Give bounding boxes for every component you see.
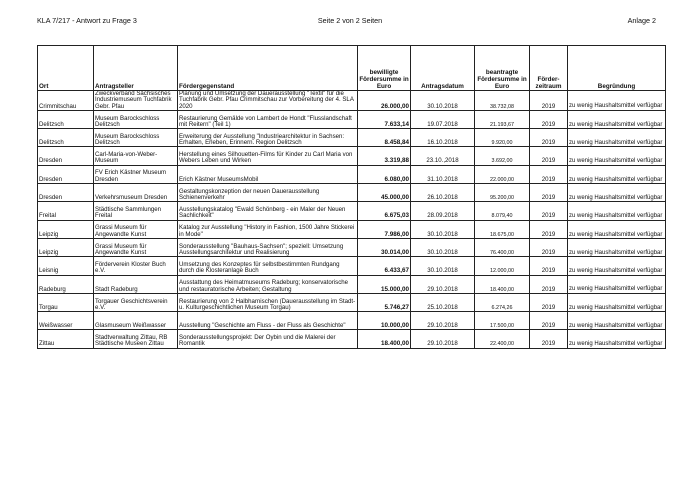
cell-foerdergegenstand: Restaurierung von 2 Halbharnischen (Dauerausstellung im Stadt- u. Kulturgeschichtlichen Museum Torgau) xyxy=(178,293,358,311)
cell-begruendung: zu wenig Haushaltsmittel verfügbar xyxy=(568,147,666,165)
cell-foerderzeitraum: 2019 xyxy=(530,312,568,330)
cell-beantragt: 76.400,00 xyxy=(475,238,530,256)
cell-ort: Weißwasser xyxy=(38,312,94,330)
table-row xyxy=(38,184,666,202)
cell-bewilligt: 26.000,00 xyxy=(358,91,411,111)
cell-begruendung: zu wenig Haushaltsmittel verfügbar xyxy=(568,165,666,183)
cell-bewilligt: 6.433,67 xyxy=(358,257,411,275)
cell-ort: Crimmitschau xyxy=(38,91,94,111)
table-row xyxy=(38,202,666,220)
cell-foerderzeitraum: 2019 xyxy=(530,202,568,220)
cell-begruendung: zu wenig Haushaltsmittel verfügbar xyxy=(568,129,666,147)
cell-begruendung: zu wenig Haushaltsmittel verfügbar xyxy=(568,202,666,220)
cell-bewilligt: 10.000,00 xyxy=(358,312,411,330)
cell-bewilligt: 30.014,00 xyxy=(358,238,411,256)
cell-antragsdatum: 29.10.2018 xyxy=(411,312,475,330)
cell-antragsdatum: 30.10.2018 xyxy=(411,238,475,256)
cell-begruendung: zu wenig Haushaltsmittel verfügbar xyxy=(568,238,666,256)
cell-bewilligt: 45.000,00 xyxy=(358,184,411,202)
table-row xyxy=(38,312,666,330)
cell-bewilligt: 6.675,03 xyxy=(358,202,411,220)
cell-antragsteller: Förderverein Kloster Buch e.V. xyxy=(94,257,178,275)
cell-antragsdatum: 31.10.2018 xyxy=(411,165,475,183)
column-header-bewilligt: bewilligte Fördersumme in Euro xyxy=(358,46,411,91)
cell-ort: Leipzig xyxy=(38,238,94,256)
cell-beantragt: 18.400,00 xyxy=(475,275,530,293)
cell-antragsdatum: 30.10.2018 xyxy=(411,91,475,111)
cell-beantragt: 22.000,00 xyxy=(475,165,530,183)
cell-beantragt: 38.732,08 xyxy=(475,91,530,111)
column-header-ort: Ort xyxy=(38,46,94,91)
cell-beantragt: 3.692,00 xyxy=(475,147,530,165)
table-row xyxy=(38,293,666,311)
cell-beantragt: 18.675,00 xyxy=(475,220,530,238)
cell-foerdergegenstand: Restaurierung Gemälde von Lambert de Hondt "Flusslandschaft mit Reitern" (Teil 1) xyxy=(178,110,358,128)
cell-antragsdatum: 26.10.2018 xyxy=(411,184,475,202)
cell-ort: Zittau xyxy=(38,330,94,348)
column-header-foerderzeitraum: Förder-zeitraum xyxy=(530,46,568,91)
cell-beantragt: 8.079,40 xyxy=(475,202,530,220)
cell-antragsteller: Museum Barockschloss Delitzsch xyxy=(94,110,178,128)
cell-begruendung: zu wenig Haushaltsmittel verfügbar xyxy=(568,110,666,128)
cell-antragsteller: Städtische Sammlungen Freital xyxy=(94,202,178,220)
cell-begruendung: zu wenig Haushaltsmittel verfügbar xyxy=(568,220,666,238)
cell-ort: Delitzsch xyxy=(38,129,94,147)
cell-foerderzeitraum: 2019 xyxy=(530,184,568,202)
cell-begruendung: zu wenig Haushaltsmittel verfügbar xyxy=(568,293,666,311)
cell-foerderzeitraum: 2019 xyxy=(530,91,568,111)
cell-begruendung: zu wenig Haushaltsmittel verfügbar xyxy=(568,275,666,293)
cell-begruendung: zu wenig Haushaltsmittel verfügbar xyxy=(568,257,666,275)
cell-antragsteller: Museum Barockschloss Delitzsch xyxy=(94,129,178,147)
table-header-row xyxy=(38,46,666,91)
cell-antragsdatum: 23.10.,2018 xyxy=(411,147,475,165)
cell-bewilligt: 8.458,84 xyxy=(358,129,411,147)
cell-begruendung: zu wenig Haushaltsmittel verfügbar xyxy=(568,312,666,330)
cell-foerderzeitraum: 2019 xyxy=(530,238,568,256)
cell-foerderzeitraum: 2019 xyxy=(530,293,568,311)
cell-ort: Leisnig xyxy=(38,257,94,275)
cell-foerderzeitraum: 2019 xyxy=(530,147,568,165)
cell-antragsteller: Zweckverband Sächsisches Industriemuseum Tuchfabrik Gebr. Pfau xyxy=(94,91,178,111)
cell-foerdergegenstand: Ausstattung des Heimatmuseums Radeburg; konservatorische und restauratorische Arbeiten; Gestaltung xyxy=(178,275,358,293)
table-row xyxy=(38,91,666,111)
cell-beantragt: 6.274,26 xyxy=(475,293,530,311)
cell-antragsdatum: 30.10.2018 xyxy=(411,257,475,275)
table-row xyxy=(38,257,666,275)
cell-antragsteller: Glasmuseum Weißwasser xyxy=(94,312,178,330)
page-number: Seite 2 von 2 Seiten xyxy=(317,16,383,25)
cell-ort: Dresden xyxy=(38,147,94,165)
cell-beantragt: 12.000,00 xyxy=(475,257,530,275)
cell-foerdergegenstand: Umsetzung des Konzeptes für selbstbestimmten Rundgang durch die Klosteranlage Buch xyxy=(178,257,358,275)
cell-foerdergegenstand: Katalog zur Ausstellung "History in Fashion, 1500 Jahre Stickerei in Mode" xyxy=(178,220,358,238)
cell-foerdergegenstand: Ausstellungskatalog "Ewald Schönberg - ein Maler der Neuen Sachlichkeit" xyxy=(178,202,358,220)
column-header-foerdergegenstand: Fördergegenstand xyxy=(178,46,358,91)
cell-foerdergegenstand: Gestaltungskonzeption der neuen Dauerausstellung Schienenverkehr xyxy=(178,184,358,202)
cell-foerderzeitraum: 2019 xyxy=(530,257,568,275)
cell-foerderzeitraum: 2019 xyxy=(530,220,568,238)
cell-foerdergegenstand: Ausstellung "Geschichte am Fluss - der Fluss als Geschichte" xyxy=(178,312,358,330)
cell-foerdergegenstand: Planung und Umsetzung der Dauerausstellung "Textil" für die Tuchfabrik Gebr. Pfau Crimmitschau zur Vorbereitung der 4. SLA 2020 xyxy=(178,91,358,111)
cell-bewilligt: 3.319,88 xyxy=(358,147,411,165)
cell-antragsteller: Stadtverwaltung Zittau, RB Städtische Museen Zittau xyxy=(94,330,178,348)
cell-antragsdatum: 29.10.2018 xyxy=(411,275,475,293)
cell-ort: Torgau xyxy=(38,293,94,311)
table-row xyxy=(38,220,666,238)
cell-foerdergegenstand: Erweiterung der Ausstellung "Industriearchitektur in Sachsen: Erhalten, Erleben, Erinnern. Region Delitzsch xyxy=(178,129,358,147)
cell-antragsdatum: 19.07.2018 xyxy=(411,110,475,128)
cell-ort: Dresden xyxy=(38,184,94,202)
column-header-begruendung: Begründung xyxy=(568,46,666,91)
document-reference: KLA 7/217 - Antwort zu Frage 3 xyxy=(37,16,137,25)
cell-antragsteller: Verkehrsmuseum Dresden xyxy=(94,184,178,202)
cell-bewilligt: 6.080,00 xyxy=(358,165,411,183)
cell-antragsdatum: 29.10.2018 xyxy=(411,330,475,348)
cell-antragsteller: Grassi Museum für Angewandte Kunst xyxy=(94,220,178,238)
cell-bewilligt: 15.000,00 xyxy=(358,275,411,293)
table-row xyxy=(38,330,666,348)
table-row xyxy=(38,275,666,293)
table-row xyxy=(38,147,666,165)
cell-foerderzeitraum: 2019 xyxy=(530,129,568,147)
cell-begruendung: zu wenig Haushaltsmittel verfügbar xyxy=(568,330,666,348)
cell-antragsdatum: 28.09.2018 xyxy=(411,202,475,220)
cell-foerdergegenstand: Erich Kästner MuseumsMobil xyxy=(178,165,358,183)
cell-ort: Freital xyxy=(38,202,94,220)
cell-ort: Dresden xyxy=(38,165,94,183)
cell-beantragt: 22.400,00 xyxy=(475,330,530,348)
column-header-antragsdatum: Antragsdatum xyxy=(411,46,475,91)
cell-foerdergegenstand: Sonderausstellung "Bauhaus-Sachsen"; speziell: Umsetzung Ausstellungsarchitektur und Realisierung xyxy=(178,238,358,256)
table-row xyxy=(38,238,666,256)
table-body xyxy=(38,91,666,349)
cell-antragsteller: FV Erich Kästner Museum Dresden xyxy=(94,165,178,183)
cell-ort: Radeburg xyxy=(38,275,94,293)
cell-beantragt: 9.920,00 xyxy=(475,129,530,147)
cell-bewilligt: 7.633,14 xyxy=(358,110,411,128)
cell-antragsteller: Torgauer Geschichtsverein e.V. xyxy=(94,293,178,311)
table-row xyxy=(38,129,666,147)
cell-ort: Delitzsch xyxy=(38,110,94,128)
cell-antragsteller: Stadt Radeburg xyxy=(94,275,178,293)
cell-antragsteller: Carl-Maria-von-Weber-Museum xyxy=(94,147,178,165)
cell-begruendung: zu wenig Haushaltsmittel verfügbar xyxy=(568,91,666,111)
attachment-label: Anlage 2 xyxy=(627,16,656,25)
cell-beantragt: 17.500,00 xyxy=(475,312,530,330)
cell-foerdergegenstand: Sonderausstellungsprojekt: Der Oybin und die Malerei der Romantik xyxy=(178,330,358,348)
table-row xyxy=(38,110,666,128)
cell-begruendung: zu wenig Haushaltsmittel verfügbar xyxy=(568,184,666,202)
funding-table xyxy=(37,45,666,349)
cell-foerderzeitraum: 2019 xyxy=(530,110,568,128)
cell-antragsdatum: 30.10.2018 xyxy=(411,220,475,238)
cell-foerderzeitraum: 2019 xyxy=(530,165,568,183)
cell-antragsdatum: 16.10.2018 xyxy=(411,129,475,147)
cell-bewilligt: 5.746,27 xyxy=(358,293,411,311)
cell-beantragt: 95.200,00 xyxy=(475,184,530,202)
table-row xyxy=(38,165,666,183)
cell-foerderzeitraum: 2019 xyxy=(530,330,568,348)
cell-bewilligt: 18.400,00 xyxy=(358,330,411,348)
column-header-beantragt: beantragte Fördersumme in Euro xyxy=(475,46,530,91)
cell-bewilligt: 7.986,00 xyxy=(358,220,411,238)
cell-antragsteller: Grassi Museum für Angewandte Kunst xyxy=(94,238,178,256)
cell-antragsdatum: 25.10.2018 xyxy=(411,293,475,311)
cell-foerdergegenstand: Herstellung eines Silhouetten-Films für Kinder zu Carl Maria von Webers Leben und Wirken xyxy=(178,147,358,165)
column-header-antragsteller: Antragsteller xyxy=(94,46,178,91)
cell-ort: Leipzig xyxy=(38,220,94,238)
cell-foerderzeitraum: 2019 xyxy=(530,275,568,293)
cell-beantragt: 21.193,67 xyxy=(475,110,530,128)
